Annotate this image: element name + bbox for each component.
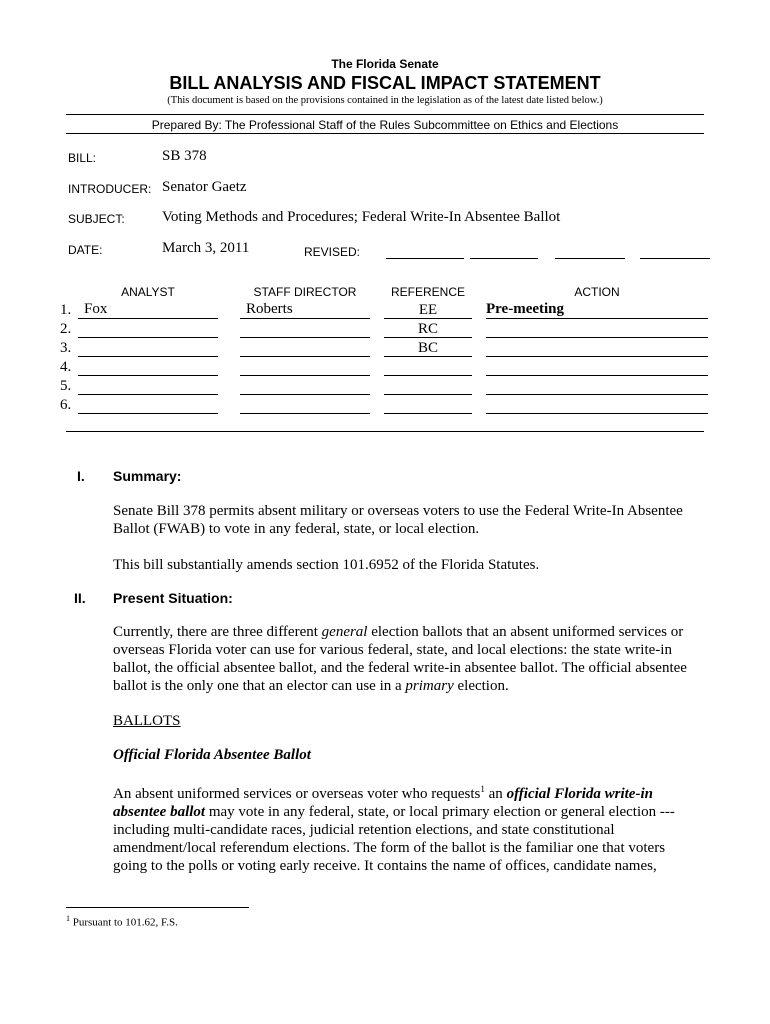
text-run: election.: [453, 678, 509, 694]
ballots-heading: BALLOTS: [113, 713, 181, 729]
date-value: March 3, 2011: [162, 240, 250, 256]
row-number: 6.: [60, 397, 72, 413]
footnote-text: Pursuant to 101.62, F.S.: [72, 916, 178, 929]
reference-cell: [384, 378, 472, 395]
analyst-cell: [78, 340, 218, 357]
director-cell: [240, 302, 370, 319]
reference-value: EE: [418, 302, 438, 318]
prepared-by: Prepared By: The Professional Staff of the Rules Subcommittee on Ethics and Elections: [151, 118, 619, 132]
reference-cell: [384, 302, 472, 319]
header-action: ACTION: [574, 285, 620, 299]
reference-cell: [384, 359, 472, 376]
subject-label: SUBJECT:: [68, 212, 125, 226]
text-run: election ballots that an absent uniformed services or overseas Florida voter can use for various federal, state, and local elections: the state write-in ballot, the official absentee ballot, and the federal write-in absentee ballot. The official absentee ballot is the only one that an elector can use in a: [113, 624, 687, 694]
revised-label: REVISED:: [304, 245, 361, 259]
bill-value: SB 378: [162, 148, 207, 164]
rule-top: [66, 114, 704, 115]
director-cell: [240, 359, 370, 376]
official-ballot-subheading: Official Florida Absentee Ballot: [113, 747, 311, 763]
director-cell: [240, 340, 370, 357]
footnote-rule: [66, 907, 249, 908]
director-value: Roberts: [246, 301, 293, 317]
analyst-cell: [78, 359, 218, 376]
analyst-cell: [78, 378, 218, 395]
text-run: Currently, there are three different: [113, 624, 322, 640]
revised-blank-2: [470, 242, 538, 259]
revised-blank-3: [555, 242, 625, 259]
header-reference: REFERENCE: [390, 285, 465, 299]
reference-cell: [384, 340, 472, 357]
action-cell: [486, 378, 708, 395]
document-title: BILL ANALYSIS AND FISCAL IMPACT STATEMENT: [169, 73, 601, 93]
analyst-cell: [78, 302, 218, 319]
footnote-number: 1: [66, 914, 70, 923]
summary-paragraph-1: Senate Bill 378 permits absent military or overseas voters to use the Federal Write-In Absentee Ballot (FWAB) to vote in any federal, state, or local election.: [113, 503, 683, 537]
section-1-number: I.: [77, 468, 85, 484]
section-2-number: II.: [74, 590, 86, 606]
introducer-label: INTRODUCER:: [68, 182, 152, 196]
reference-value: RC: [417, 321, 438, 337]
analyst-cell: [78, 321, 218, 338]
text-run: an: [484, 786, 507, 802]
date-label: DATE:: [68, 243, 103, 257]
reference-cell: [384, 321, 472, 338]
analyst-value: Fox: [84, 301, 108, 317]
row-number: 2.: [60, 321, 72, 337]
bill-label: BILL:: [68, 151, 97, 165]
row-number: 1.: [60, 302, 72, 318]
header-analyst: ANALYST: [121, 285, 175, 299]
row-number: 3.: [60, 340, 72, 356]
section-1-title: Summary:: [113, 468, 182, 484]
footnote: [66, 914, 178, 929]
director-cell: [240, 397, 370, 414]
director-cell: [240, 321, 370, 338]
official-ballot-paragraph: [113, 780, 698, 875]
present-situation-paragraph: [113, 623, 698, 695]
director-cell: [240, 378, 370, 395]
summary-paragraph-2: This bill substantially amends section 101.6952 of the Florida Statutes.: [113, 557, 540, 573]
org-name: The Florida Senate: [331, 57, 439, 71]
revised-blank-1: [386, 242, 464, 259]
action-cell: [486, 302, 708, 319]
action-cell: [486, 321, 708, 338]
revised-blank-4: [640, 242, 710, 259]
section-2-title: Present Situation:: [113, 590, 233, 606]
analyst-cell: [78, 397, 218, 414]
footnote-ref: 1: [480, 784, 485, 794]
action-value: Pre-meeting: [486, 301, 565, 317]
table-bottom-rule: [66, 431, 704, 432]
document-note: (This document is based on the provisions contained in the legislation as of the latest date listed below.): [167, 95, 603, 106]
action-cell: [486, 359, 708, 376]
reference-cell: [384, 397, 472, 414]
action-cell: [486, 397, 708, 414]
reference-value: BC: [417, 340, 438, 356]
italic-run: primary: [405, 678, 454, 694]
bold-italic-run: official Florida write-in absentee ballot: [113, 786, 653, 820]
action-cell: [486, 340, 708, 357]
subject-value: Voting Methods and Procedures; Federal Write-In Absentee Ballot: [162, 209, 561, 225]
row-number: 5.: [60, 378, 72, 394]
introducer-value: Senator Gaetz: [162, 179, 247, 195]
rule-bottom: [66, 133, 704, 134]
text-run: may vote in any federal, state, or local primary election or general election --- including multi-candidate races, judicial retention elections, and state constitutional amendment/local referendum elections. The form of the ballot is the familiar one that voters going to the polls or voting early receive. It contains the name of offices, candidate names,: [113, 804, 675, 874]
text-run: An absent uniformed services or overseas voter who requests: [113, 786, 481, 802]
italic-run: general: [321, 624, 368, 640]
header-staff-director: STAFF DIRECTOR: [253, 285, 357, 299]
row-number: 4.: [60, 359, 72, 375]
